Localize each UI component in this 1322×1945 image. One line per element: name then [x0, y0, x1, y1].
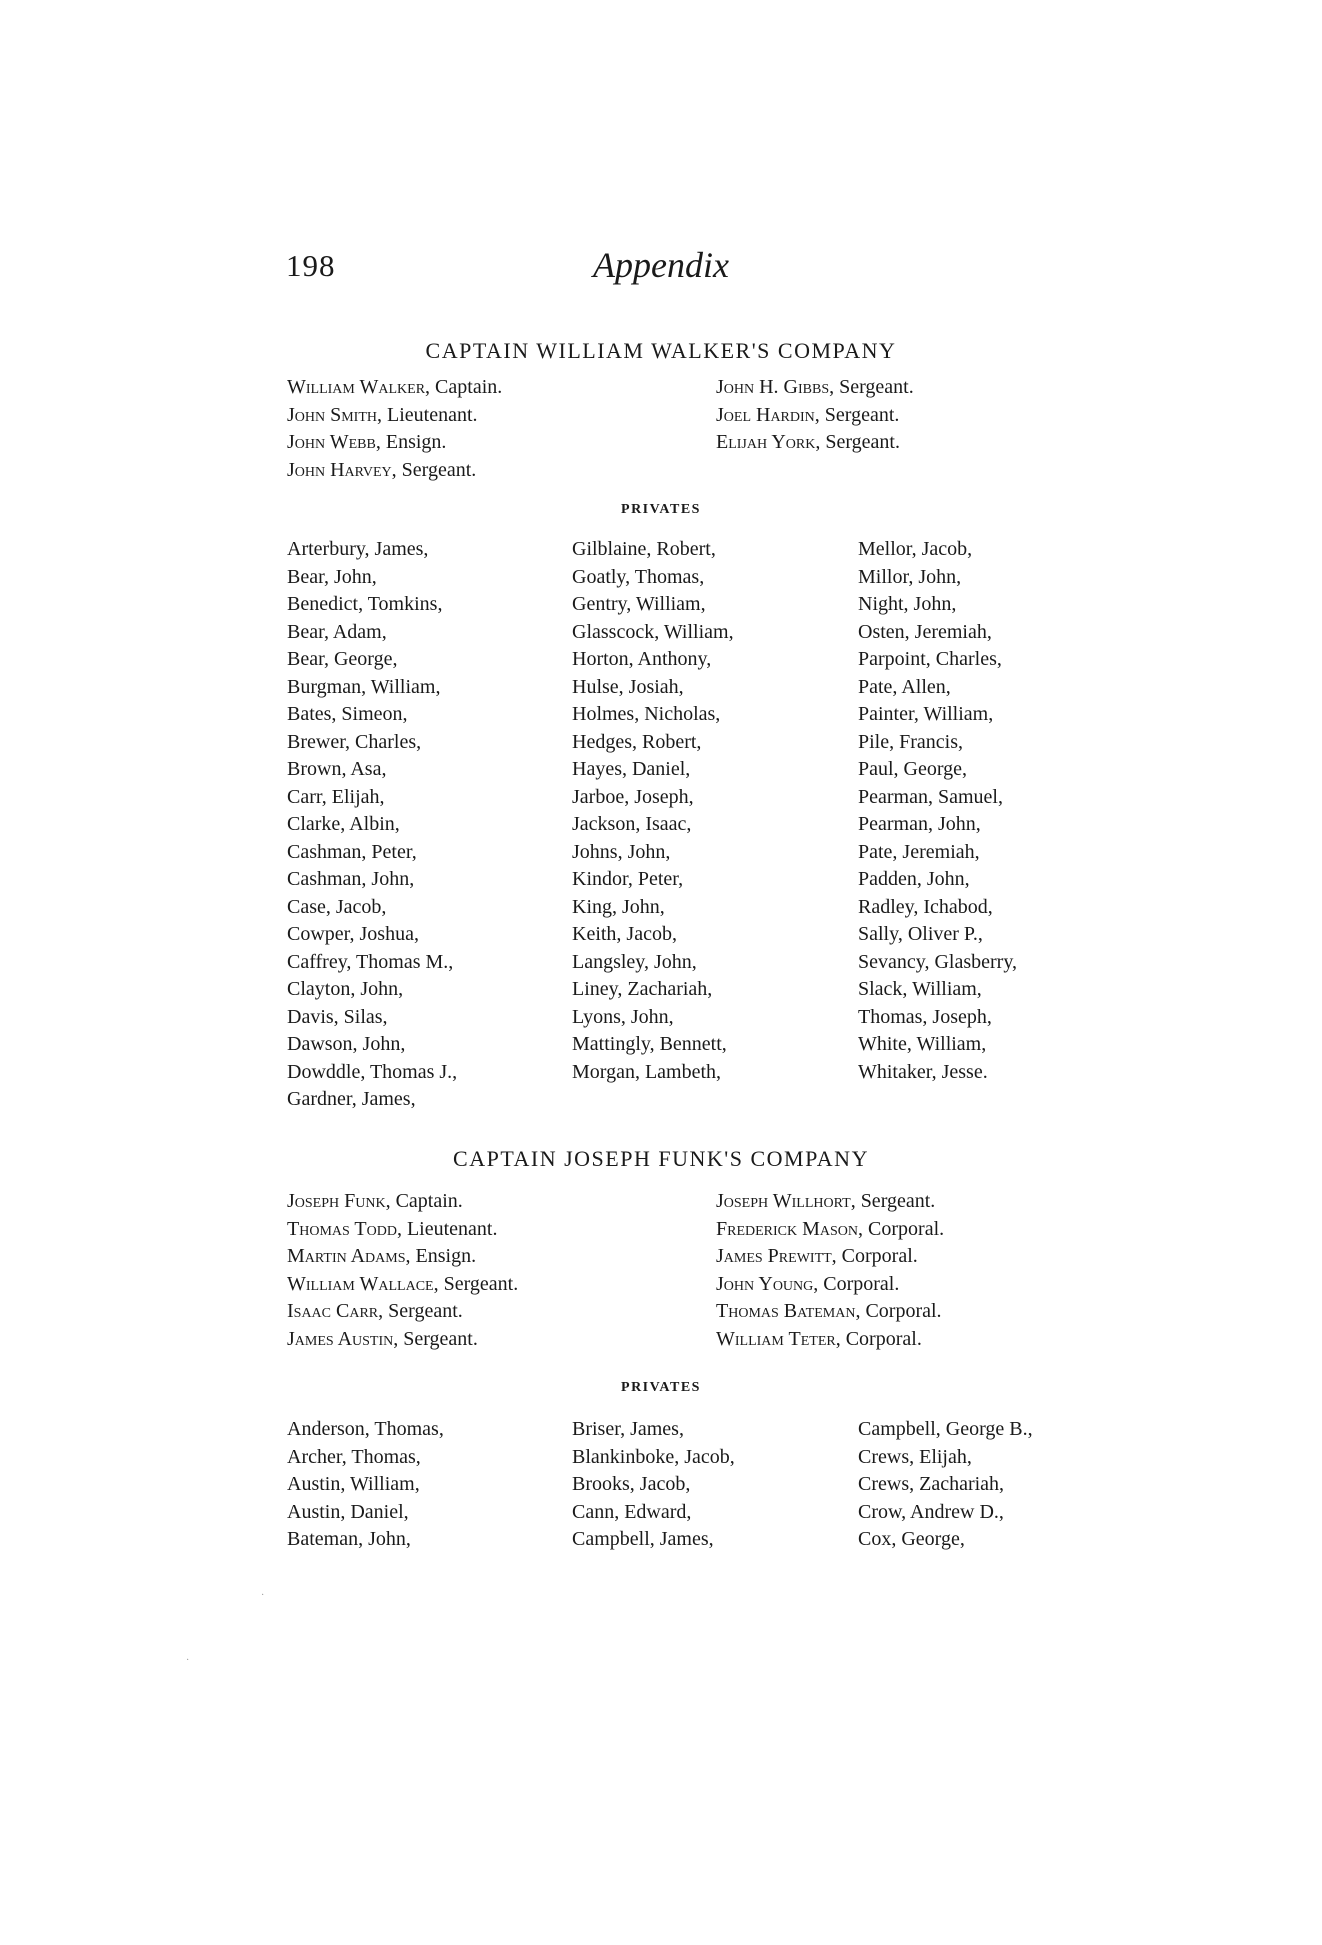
private-entry: Padden, John,: [858, 868, 970, 890]
private-entry: Hedges, Robert,: [572, 730, 702, 753]
officer-entry: [287, 374, 502, 402]
private-entry: Carr, Elijah,: [287, 785, 385, 808]
officer-entry: [716, 1271, 944, 1299]
private-entry: Cowper, Joshua,: [287, 923, 419, 945]
private-entry: Jarboe, Joseph,: [572, 785, 694, 808]
officer-rank: , Sergeant.: [393, 1327, 478, 1350]
officers-list: [0, 1188, 1322, 1358]
private-entry: Bates, Simeon,: [287, 703, 408, 725]
officer-entry: [716, 1216, 944, 1244]
private-entry: Campbell, James,: [572, 1528, 714, 1550]
privates-list: [0, 1416, 1322, 1566]
private-entry: Kindor, Peter,: [572, 868, 684, 890]
private-entry: Hayes, Daniel,: [572, 758, 691, 780]
private-entry: Bear, George,: [287, 648, 398, 670]
officer-rank: , Corporal.: [855, 1300, 942, 1323]
privates-column: [287, 536, 457, 1114]
privates-list: [0, 536, 1322, 1126]
private-entry: Brooks, Jacob,: [572, 1473, 691, 1495]
officers-list: [0, 374, 1322, 490]
private-entry: Gardner, James,: [287, 1088, 416, 1110]
privates-column: [572, 536, 734, 1086]
private-entry: Crews, Zachariah,: [858, 1473, 1005, 1495]
officer-entry: [287, 429, 502, 457]
officer-name: Thomas Todd: [287, 1217, 397, 1240]
private-entry: Campbell, George B.,: [858, 1418, 1033, 1440]
private-entry: Whitaker, Jesse.: [858, 1060, 988, 1083]
company-section-funk: [0, 1142, 1322, 1566]
officer-rank: , Corporal.: [831, 1245, 918, 1268]
officer-name: William Wallace: [287, 1272, 434, 1295]
private-entry: Sally, Oliver P.,: [858, 923, 983, 945]
private-entry: Bear, John,: [287, 565, 377, 588]
company-title: CAPTAIN WILLIAM WALKER'S COMPANY: [425, 338, 897, 363]
officer-name: John Smith: [287, 403, 378, 426]
private-entry: Sevancy, Glasberry,: [858, 950, 1018, 973]
officer-rank: , Corporal.: [835, 1327, 922, 1350]
private-entry: Morgan, Lambeth,: [572, 1060, 722, 1083]
officer-name: James Austin: [287, 1327, 394, 1350]
private-entry: Goatly, Thomas,: [572, 565, 705, 588]
officer-name: John Harvey: [287, 458, 392, 481]
officer-entry: [716, 402, 914, 430]
private-entry: Cann, Edward,: [572, 1500, 692, 1523]
officer-entry: [287, 457, 502, 485]
private-entry: Arterbury, James,: [287, 538, 429, 560]
officer-name: William Walker: [287, 376, 426, 398]
private-entry: Pate, Jeremiah,: [858, 840, 980, 863]
officer-entry: [716, 1243, 944, 1271]
private-entry: Clarke, Albin,: [287, 813, 400, 835]
officer-rank: , Sergeant.: [814, 403, 900, 426]
private-entry: Mellor, Jacob,: [858, 538, 973, 560]
officers-left-column: [287, 374, 502, 484]
private-entry: Pearman, Samuel,: [858, 785, 1003, 808]
officer-name: Thomas Bateman: [716, 1300, 856, 1323]
private-entry: Brown, Asa,: [287, 758, 387, 780]
private-entry: Millor, John,: [858, 565, 962, 588]
officer-name: Martin Adams: [287, 1245, 406, 1268]
officer-rank: , Sergeant.: [815, 431, 900, 454]
officer-entry: [287, 1216, 518, 1244]
privates-label: PRIVATES: [621, 502, 701, 517]
stray-mark: ·: [186, 1655, 190, 1666]
privates-label: PRIVATES: [621, 1380, 701, 1395]
private-entry: Hulse, Josiah,: [572, 675, 684, 698]
officer-rank: , Sergeant.: [378, 1300, 463, 1323]
private-entry: Slack, William,: [858, 978, 982, 1000]
private-entry: Keith, Jacob,: [572, 923, 677, 945]
private-entry: Austin, Daniel,: [287, 1500, 409, 1523]
officer-name: John H. Gibbs: [716, 376, 830, 398]
privates-column: [858, 1416, 1033, 1554]
private-entry: Blankinboke, Jacob,: [572, 1445, 735, 1468]
private-entry: Caffrey, Thomas M.,: [287, 950, 454, 973]
officer-rank: , Sergeant.: [433, 1272, 519, 1295]
private-entry: Horton, Anthony,: [572, 648, 712, 670]
officers-right-column: [716, 1188, 944, 1354]
private-entry: Gentry, William,: [572, 593, 706, 615]
privates-column: [287, 1416, 444, 1554]
officer-entry: [716, 1188, 944, 1216]
officer-entry: [716, 374, 914, 402]
private-entry: Liney, Zachariah,: [572, 978, 713, 1000]
officer-entry: [716, 1326, 944, 1354]
officer-rank: , Sergeant.: [850, 1190, 936, 1212]
officer-rank: , Corporal.: [813, 1272, 900, 1295]
officer-rank: , Sergeant.: [391, 458, 477, 481]
private-entry: Archer, Thomas,: [287, 1445, 421, 1468]
officer-name: John Webb: [287, 431, 376, 454]
private-entry: Bear, Adam,: [287, 620, 387, 643]
officer-rank: , Lieutenant.: [377, 403, 478, 426]
officer-entry: [716, 1298, 944, 1326]
officer-entry: [287, 1326, 518, 1354]
private-entry: Davis, Silas,: [287, 1005, 388, 1028]
private-entry: Dowddle, Thomas J.,: [287, 1060, 458, 1083]
officer-name: Joel Hardin: [716, 403, 815, 426]
officers-right-column: [716, 374, 914, 457]
officer-rank: , Ensign.: [375, 431, 447, 454]
private-entry: Paul, George,: [858, 758, 968, 780]
privates-column: [572, 1416, 735, 1554]
private-entry: Cashman, Peter,: [287, 840, 417, 863]
private-entry: Thomas, Joseph,: [858, 1005, 992, 1028]
private-entry: Night, John,: [858, 593, 957, 615]
page-number: 198: [286, 248, 336, 283]
private-entry: Lyons, John,: [572, 1005, 674, 1028]
private-entry: Brewer, Charles,: [287, 730, 422, 753]
officer-name: Frederick Mason: [716, 1217, 859, 1240]
officer-name: Joseph Willhort: [716, 1190, 851, 1212]
officer-entry: [287, 1271, 518, 1299]
private-entry: Glasscock, William,: [572, 620, 734, 643]
private-entry: Burgman, William,: [287, 675, 441, 698]
company-title: CAPTAIN JOSEPH FUNK'S COMPANY: [453, 1146, 869, 1171]
private-entry: Cashman, John,: [287, 868, 415, 890]
private-entry: Osten, Jeremiah,: [858, 620, 992, 643]
private-entry: Crews, Elijah,: [858, 1445, 972, 1468]
private-entry: Dawson, John,: [287, 1033, 406, 1055]
officer-entry: [287, 1243, 518, 1271]
officer-rank: , Sergeant.: [829, 376, 914, 398]
private-entry: Case, Jacob,: [287, 895, 387, 918]
private-entry: Briser, James,: [572, 1418, 684, 1440]
private-entry: Crow, Andrew D.,: [858, 1500, 1004, 1523]
officer-name: John Young: [716, 1272, 814, 1295]
private-entry: Johns, John,: [572, 840, 671, 863]
officer-name: Joseph Funk: [287, 1190, 386, 1212]
private-entry: Clayton, John,: [287, 978, 404, 1000]
officer-rank: , Ensign.: [405, 1245, 477, 1268]
officer-name: Elijah York: [716, 431, 816, 454]
officer-name: Isaac Carr: [287, 1300, 379, 1323]
private-entry: Langsley, John,: [572, 950, 697, 973]
private-entry: Painter, William,: [858, 703, 994, 725]
private-entry: Parpoint, Charles,: [858, 648, 1002, 670]
private-entry: Jackson, Isaac,: [572, 813, 692, 835]
private-entry: Pearman, John,: [858, 813, 981, 835]
private-entry: Pate, Allen,: [858, 675, 951, 698]
officer-entry: [287, 1188, 518, 1216]
private-entry: Anderson, Thomas,: [287, 1418, 444, 1440]
running-head: Appendix: [593, 245, 729, 285]
private-entry: Austin, William,: [287, 1473, 420, 1495]
private-entry: King, John,: [572, 895, 665, 918]
private-entry: Bateman, John,: [287, 1528, 411, 1550]
private-entry: Pile, Francis,: [858, 730, 963, 753]
private-entry: Cox, George,: [858, 1528, 965, 1550]
privates-column: [858, 536, 1017, 1086]
officer-rank: , Lieutenant.: [396, 1217, 498, 1240]
company-section-walker: [0, 334, 1322, 1126]
officer-rank: , Captain.: [425, 376, 503, 398]
private-entry: Radley, Ichabod,: [858, 895, 993, 918]
private-entry: Holmes, Nicholas,: [572, 703, 721, 725]
officer-entry: [287, 1298, 518, 1326]
officer-name: William Teter: [716, 1327, 836, 1350]
stray-mark: ·: [261, 1590, 265, 1601]
officer-entry: [287, 402, 502, 430]
officer-name: James Prewitt: [716, 1245, 832, 1268]
officer-rank: , Corporal.: [858, 1217, 945, 1240]
officer-rank: , Captain.: [385, 1190, 463, 1212]
officer-entry: [716, 429, 914, 457]
private-entry: Mattingly, Bennett,: [572, 1033, 727, 1055]
private-entry: Gilblaine, Robert,: [572, 538, 716, 560]
private-entry: Benedict, Tomkins,: [287, 593, 443, 615]
private-entry: White, William,: [858, 1033, 987, 1055]
officers-left-column: [287, 1188, 518, 1354]
